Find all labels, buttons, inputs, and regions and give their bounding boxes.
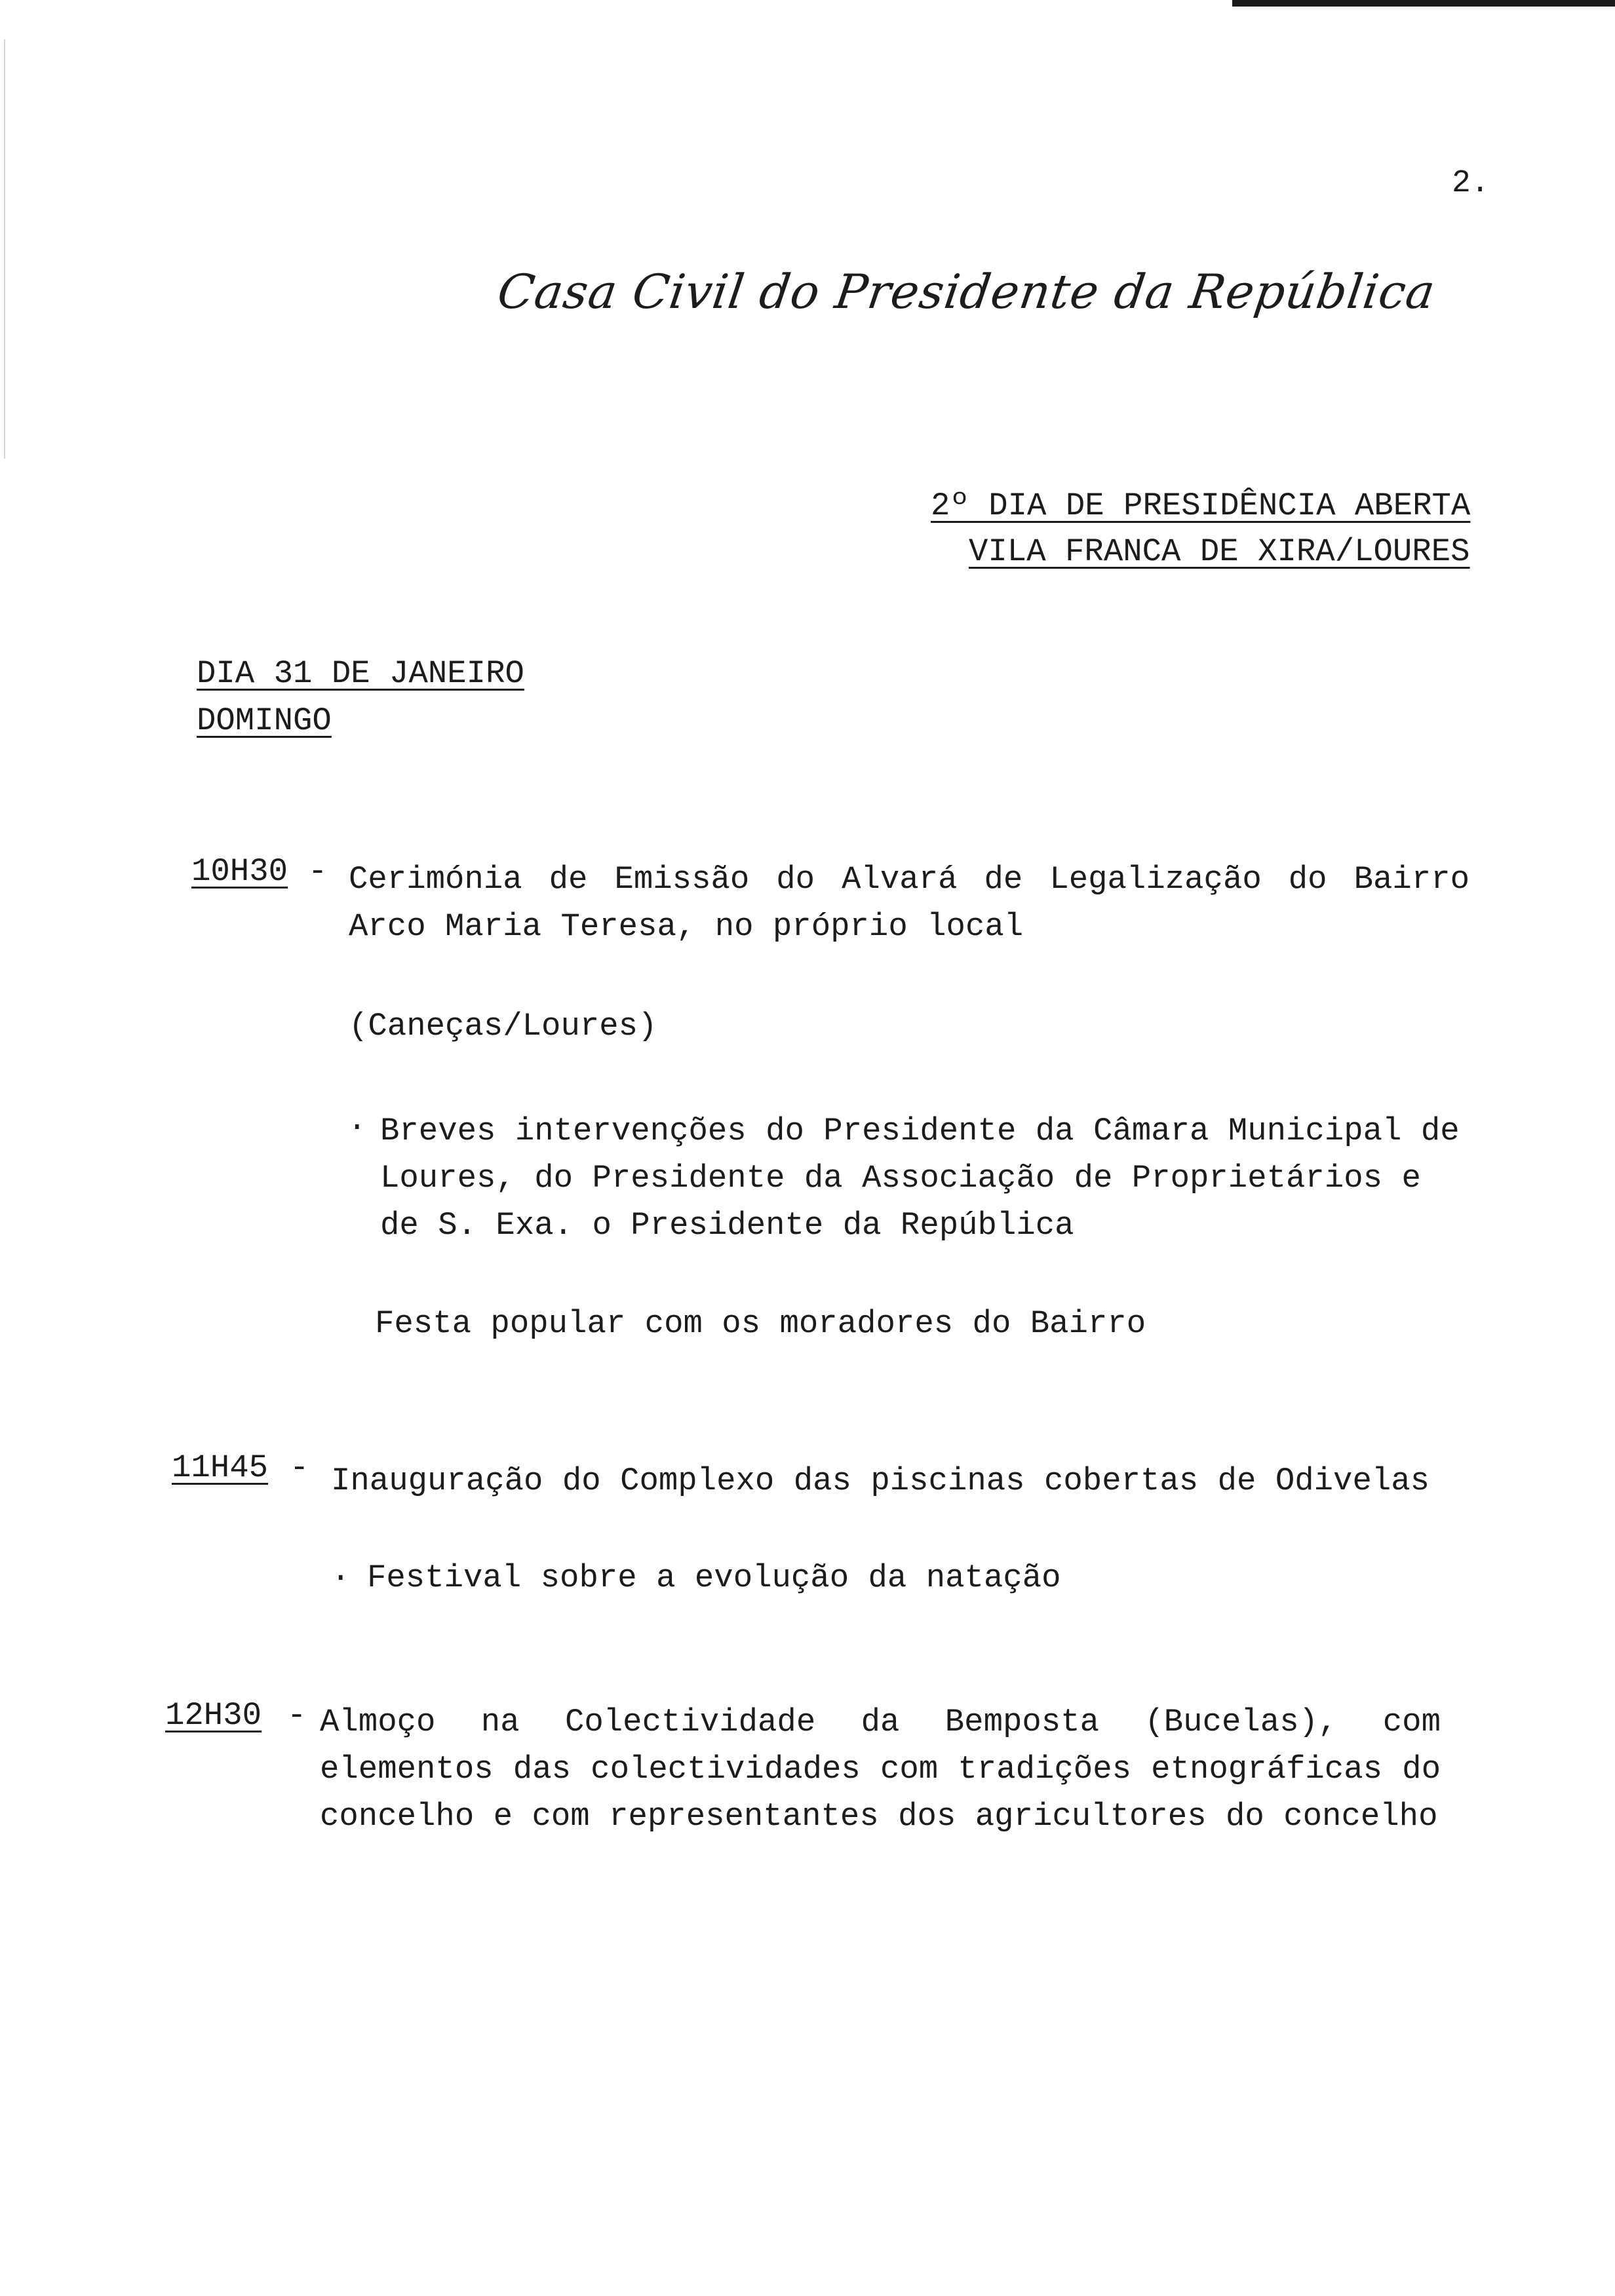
event-1-location: (Caneças/Loures): [349, 1008, 657, 1044]
heading-line-1: 2º DIA DE PRESIDÊNCIA ABERTA: [931, 488, 1471, 524]
event-1-extra: Festa popular com os moradores do Bairro: [375, 1305, 1146, 1342]
event-2-dash: -: [290, 1449, 309, 1486]
scan-edge-left: [4, 39, 5, 459]
event-3-dash: -: [287, 1697, 307, 1734]
event-1-title: Cerimónia de Emissão do Alvará de Legalização do Bairro Arco Maria Teresa, no próprio local: [349, 861, 1469, 945]
weekday-line: DOMINGO: [197, 702, 332, 739]
event-2-detail: Festival sobre a evolução da natação: [367, 1559, 1061, 1596]
event-2-time: 11H45: [172, 1449, 269, 1486]
event-3-time: 12H30: [165, 1697, 262, 1734]
page-number: 2.: [1452, 166, 1490, 201]
event-2-bullet: ·: [331, 1559, 351, 1596]
event-3-title: Almoço na Colectividade da Bemposta (Bucelas), com elementos das colectividades com tradições etnográficas do concelho e com representantes dos agricultores do concelho: [320, 1704, 1441, 1835]
event-1-time: 10H30: [191, 853, 288, 890]
scan-edge-top: [1232, 0, 1615, 7]
heading-line-2: VILA FRANCA DE XIRA/LOURES: [969, 533, 1470, 570]
event-1-dash: -: [308, 853, 328, 890]
letterhead: Casa Civil do Presidente da República: [494, 264, 1439, 319]
event-1-bullet: ·: [347, 1109, 367, 1145]
event-1-detail: Breves intervenções do Presidente da Câmara Municipal de Loures, do Presidente da Associação de Proprietários e de S. Exa. o Presidente da República: [380, 1113, 1460, 1244]
date-line: DIA 31 DE JANEIRO: [197, 655, 524, 692]
event-2-title: Inauguração do Complexo das piscinas cobertas de Odivelas: [331, 1463, 1430, 1499]
